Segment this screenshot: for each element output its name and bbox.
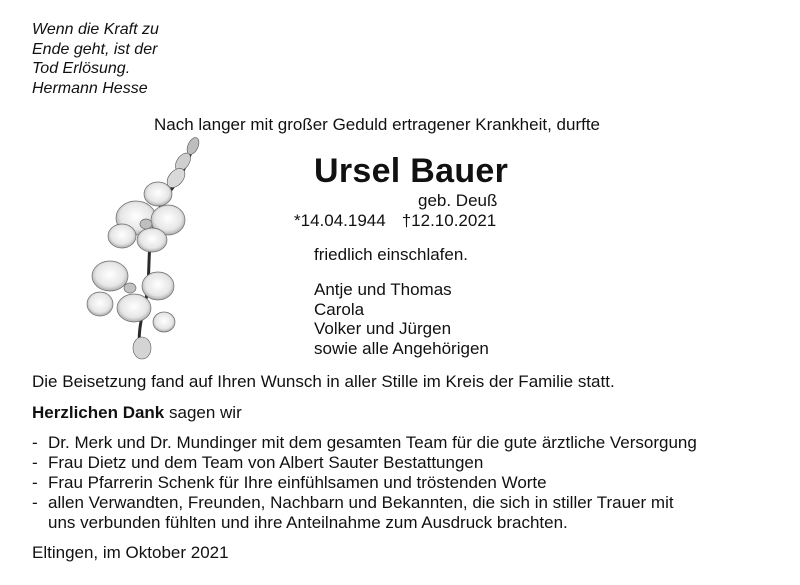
list-item-text: uns verbunden fühlten und ihre Anteilnahme zum Ausdruck brachten. [48,513,568,532]
thanks-rest: sagen wir [164,403,242,422]
birth-name: geb. Deuß [418,191,498,210]
place-date: Eltingen, im Oktober 2021 [32,543,229,562]
intro-text: Nach langer mit großer Geduld ertragener Krankheit, durfte [154,115,601,134]
hesse-quote [32,20,159,98]
quote-line: Wenn die Kraft zu [32,21,159,38]
life-dates [294,211,496,231]
list-dash: - [32,433,38,452]
thanks-heading [32,403,242,423]
thanks-bold: Herzlichen Dank [32,403,165,422]
mourners-list [314,280,489,358]
list-dash: - [32,473,38,492]
list-dash: - [32,493,38,512]
list-item-text: allen Verwandten, Freunden, Nachbarn und Bekannten, die sich in stiller Trauer mit [48,493,674,512]
passed-text: friedlich einschlafen. [314,245,469,264]
list-item [32,493,792,533]
quote-line: Tod Erlösung. [32,60,131,77]
mourner-line: Carola [314,299,365,319]
mourner-line: sowie alle Angehörigen [314,338,489,358]
list-item-text: Dr. Merk und Dr. Mundinger mit dem gesamten Team für die gute ärztliche Versorgung [48,433,697,452]
birth-date: *14.04.1944 [294,211,386,230]
quote-line: Ende geht, ist der [32,40,158,58]
thanks-list [32,433,792,533]
death-date: †12.10.2021 [401,211,497,230]
burial-text: Die Beisetzung fand auf Ihren Wunsch in aller Stille im Kreis der Familie statt. [32,372,615,391]
deceased-name: Ursel Bauer [314,152,509,190]
quote-author: Hermann Hesse [32,79,148,97]
list-item-text: Frau Pfarrerin Schenk für Ihre einfühlsamen und tröstenden Worte [48,473,547,492]
mourner-line: Antje und Thomas [314,280,452,299]
list-item [32,433,792,453]
list-item-text: Frau Dietz und dem Team von Albert Sauter Bestattungen [48,453,484,472]
list-dash: - [32,453,38,472]
list-item [32,453,792,473]
mourner-line: Volker und Jürgen [314,319,452,338]
list-item [32,473,792,493]
orchid-image [72,136,222,361]
